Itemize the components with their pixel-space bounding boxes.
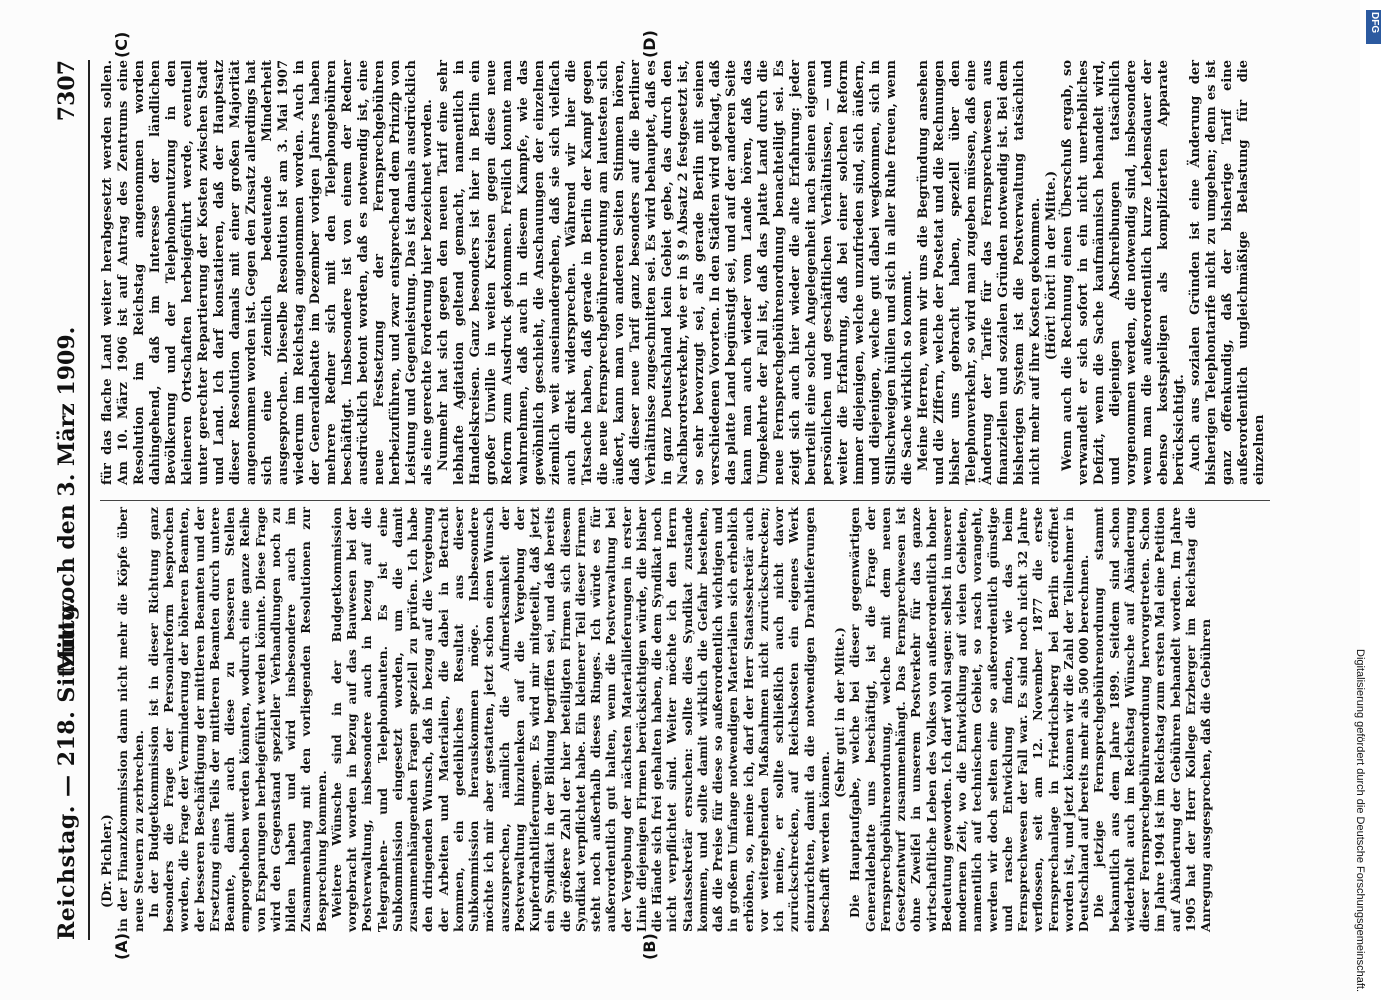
margin-marker-a: (A) bbox=[112, 932, 131, 960]
text-column-right bbox=[100, 60, 1268, 485]
page-header bbox=[48, 60, 84, 940]
paragraph: Die Hauptaufgabe, welche bei dieser gegenwärtigen Generaldebatte uns beschäftigt, ist die Frage der Fernsprechgebührenordnung, welche mit dem neuen Gesetzentwurf zusammenhängt. Das Fernsprechwesen ist ohne Zweifel in unserem Postverkehr für das ganze wirtschaftliche Leben des Volkes von außerordentlich hoher Bedeutung geworden. Ich darf wohl sagen: selbst in unserer modernen Zeit, wo die Entwicklung auf vielen Gebieten, namentlich auf technischem Gebiet, so rasch vorangeht, werden wir doch selten eine so außerordentlich günstige und rasche Entwicklung finden, wie das beim Fernsprechwesen der Fall war. Es sind noch nicht 32 Jahre verflossen, seit am 12. November 1877 die erste Fernsprechanlage in Friedrichsberg bei Berlin eröffnet worden ist, und jetzt können wir die Zahl der Teilnehmer in Deutschland auf bereits mehr als 500 000 berechnen. bbox=[847, 507, 1091, 932]
text-column-left bbox=[100, 507, 1213, 932]
header-rule bbox=[88, 60, 90, 940]
header-center: Mittwoch den 3. März 1909. bbox=[54, 326, 80, 674]
paragraph: für das flache Land weiter herabgesetzt werden sollen. Am 10. März 1906 ist auf Antrag des Zentrums eine Resolution im Reichstag angenommen worden dahingehend, daß im Interesse der ländlichen Bevölkerung und der Telephonbenutzung in den kleineren Ortschaften herbeigeführt werde, eventuell unter gerechter Repartierung der Kosten zwischen Stadt und Land. Ich darf konstatieren, daß der Hauptsatz dieser Resolution damals mit einer großen Majorität angenommen worden ist. Gegen den Zusatz allerdings hat sich eine ziemlich bedeutende Minderheit ausgesprochen. Dieselbe Resolution ist am 3. Mai 1907 wiederum im Reichstag angenommen worden. Auch in der Generaldebatte im Dezember vorigen Jahres haben mehrere Redner sich mit den Telephongebühren beschäftigt. Insbesondere ist von einem der Redner ausdrücklich betont worden, daß es notwendig ist, eine neue Festsetzung der Fernsprechgebühren herbeizuführen, und zwar entsprechend dem Prinzip von Leistung und Gegenleistung. Das ist damals ausdrücklich als eine gerechte Forderung hier bezeichnet worden. bbox=[100, 60, 435, 485]
paragraph: In der Budgetkommission ist in dieser Richtung ganz besonders die Frage der Personalreform besprochen worden, die Frage der Verminderung der höheren Beamten, der besseren Beschäftigung der mittleren Beamten und der Ersetzung eines Teils der mittleren Beamten durch untere Beamte, damit auch diese zu besseren Stellen emporgehoben werden könnten, wodurch eine ganze Reihe von Ersparungen herbeigeführt werden könnte. Diese Frage wird den Gegenstand spezieller Verhandlungen noch zu bilden haben und wird insbesondere auch im Zusammenhang mit den vorliegenden Resolutionen zur Besprechung kommen. bbox=[145, 507, 329, 932]
dfg-logo bbox=[1366, 10, 1381, 44]
paragraph: Nunmehr hat sich gegen den neuen Tarif eine sehr lebhafte Agitation geltend gemacht, namentlich in Handelskreisen. Ganz besonders ist hier in Berlin ein großer Unwille in weiten Kreisen gegen diese neue Reform zum Ausdruck gekommen. Freilich konnte man wahrnehmen, daß auch in diesem Kampfe, wie das gewöhnlich geschieht, die Anschauungen der einzelnen ziemlich weit auseinandergehen, daß sie sich vielfach auch direkt widersprechen. Während wir hier die Tatsache haben, daß gerade in Berlin der Kampf gegen die neue Fernsprechgebührenordnung am lautesten sich äußert, kann man von anderen Seiten Stimmen hören, daß dieser neue Tarif ganz besonders auf die Berliner Verhältnisse zugeschnitten sei. Es wird behauptet, daß es in ganz Deutschland kein Gebiet gebe, das durch den Nachbarortsverkehr, wie er in § 9 Absatz 2 festgesetzt ist, so sehr bevorzugt sei, als gerade Berlin mit seinen verschiedenen Vororten. In den Städten wird geklagt, daß das platte Land begünstigt sei, und auf der anderen Seite kann man auch wieder vom Lande hören, daß das Umgekehrte der Fall ist, daß das platte Land durch die neue Fernsprechgebührenordnung benachteiligt sei. Es zeigt sich auch hier wieder die alte Erfahrung: jeder beurteilt eine solche Angelegenheit nach seinen eigenen persönlichen und geschäftlichen Verhältnissen, — und weiter die Erfahrung, daß bei einer solchen Reform immer diejenigen, welche unzufrieden sind, sich äußern, und diejenigen, welche gut dabei wegkommen, sich in Stillschweigen hüllen und sich in aller Ruhe freuen, wenn die Sache wirklich so kommt. bbox=[436, 60, 915, 485]
paragraph: Meine Herren, wenn wir uns die Begründung ansehen und die Ziffern, welche der Postetat und die Rechnungen bisher uns gebracht haben, speziell über den Telephonverkehr, so wird man zugeben müssen, daß eine Änderung der Tarife für das Fernsprechwesen aus finanziellen und sozialen Gründen notwendig ist. Bei dem bisherigen System ist die Postverwaltung tatsächlich nicht mehr auf ihre Kosten gekommen. bbox=[916, 60, 1043, 485]
speaker-label: (Dr. Pichler.) bbox=[100, 814, 115, 908]
interjection: (Hört! hört! in der Mitte.) bbox=[1044, 170, 1059, 361]
page-number: 7307 bbox=[54, 60, 80, 122]
paragraph: in der Finanzkommission dann nicht mehr die Köpfe über neue Steuern zu zerbrechen. bbox=[115, 507, 146, 932]
paragraph: Weitere Wünsche sind in der Budgetkommission vorgebracht worden in bezug auf das Bauwesen bei der Postverwaltung, insbesondere auch in bezug auf die Telegraphen- und Telephonbauten. Es ist eine Subkommission eingesetzt worden, um die damit zusammenhängenden Fragen speziell zu prüfen. Ich habe den dringenden Wunsch, daß in bezug auf die Vergebung der Arbeiten und Materialien, die dabei in Betracht kommen, ein gedeihliches Resultat aus dieser Subkommission herauskommen möge. Insbesondere möchte ich mir aber gestatten, jetzt schon einen Wunsch auszusprechen, nämlich die Aufmerksamkeit der Postverwaltung hinzulenken auf die Vergebung der Kupferdrahtlieferungen. Es wird mir mitgeteilt, daß jetzt ein Syndikat in der Bildung begriffen sei, und daß bereits die größere Zahl der hier beteiligten Firmen sich diesem Syndikat verpflichtet habe. Ein kleinerer Teil dieser Firmen steht noch außerhalb dieses Ringes. Ich würde es für außerordentlich gut halten, wenn die Postverwaltung bei der Vergebung der nächsten Materiallieferungen in erster Linie diejenigen Firmen berücksichtigen würde, die bisher die Hände sich frei gehalten haben, die dem Syndikat noch nicht verpflichtet sind. Weiter möchte ich den Herrn Staatssekretär ersuchen: sollte dies Syndikat zustande kommen, und sollte damit wirklich die Gefahr bestehen, daß die Preise für diese so außerordentlich wichtigen und in großem Umfange notwendigen Materialien sich erheblich erhöhen, so, meine ich, darf der Herr Staatssekretär auch vor weitergehenden Maßnahmen nicht zurückschrecken; ich meine, er sollte schließlich auch nicht davor zurückschrecken, auf Reichskosten ein eigenes Werk einzurichten, damit da die notwendigen Drahtlieferungen beschafft werden können. bbox=[328, 507, 832, 932]
column-divider bbox=[100, 500, 1270, 501]
margin-marker-d: (D) bbox=[640, 30, 659, 58]
dfg-logo-text: DFG bbox=[1369, 12, 1380, 34]
paragraph: Wenn auch die Rechnung einen Überschuß ergab, so verwandelt er sich sofort in ein nicht unerhebliches Defizit, wenn die Sache kaufmännisch behandelt wird, und diejenigen Abschreibungen tatsächlich vorgenommen werden, die notwendig sind, insbesondere wenn man die außerordentlich kurze Lebensdauer der ebenso kostspieligen als komplizierten Apparate berücksichtigt. bbox=[1060, 60, 1187, 485]
paragraph: Die jetzige Fernsprechgebührenordnung stammt bekanntlich aus dem Jahre 1899. Seitdem sind schon wiederholt auch im Reichstag Wünsche auf Abänderung dieser Fernsprechgebührenordnung hervorgetreten. Schon im Jahre 1904 ist im Reichstag zum ersten Mal eine Petition auf Abänderung der Gebühren behandelt worden. Im Jahre 1905 hat der Herr Kollege Erzberger im Reichstag die Anregung ausgesprochen, daß die Gebühren bbox=[1091, 507, 1213, 932]
margin-marker-b: (B) bbox=[640, 933, 659, 960]
header-left: Reichstag. — 218. Sitzung. bbox=[54, 596, 80, 940]
margin-marker-c: (C) bbox=[112, 31, 131, 58]
digitization-credit-text: Digitalisierung gefördert durch die Deutsche Forschungsgemeinschaft. bbox=[1354, 648, 1366, 992]
paragraph: Auch aus sozialen Gründen ist eine Änderung der bisherigen Telephontarife nicht zu umgehen; denn es ist ganz offenkundig, daß der bisherige Tarif eine außerordentlich ungleichmäßige Belastung für die einzelnen bbox=[1188, 60, 1267, 485]
interjection: (Sehr gut! in der Mitte.) bbox=[832, 627, 847, 798]
